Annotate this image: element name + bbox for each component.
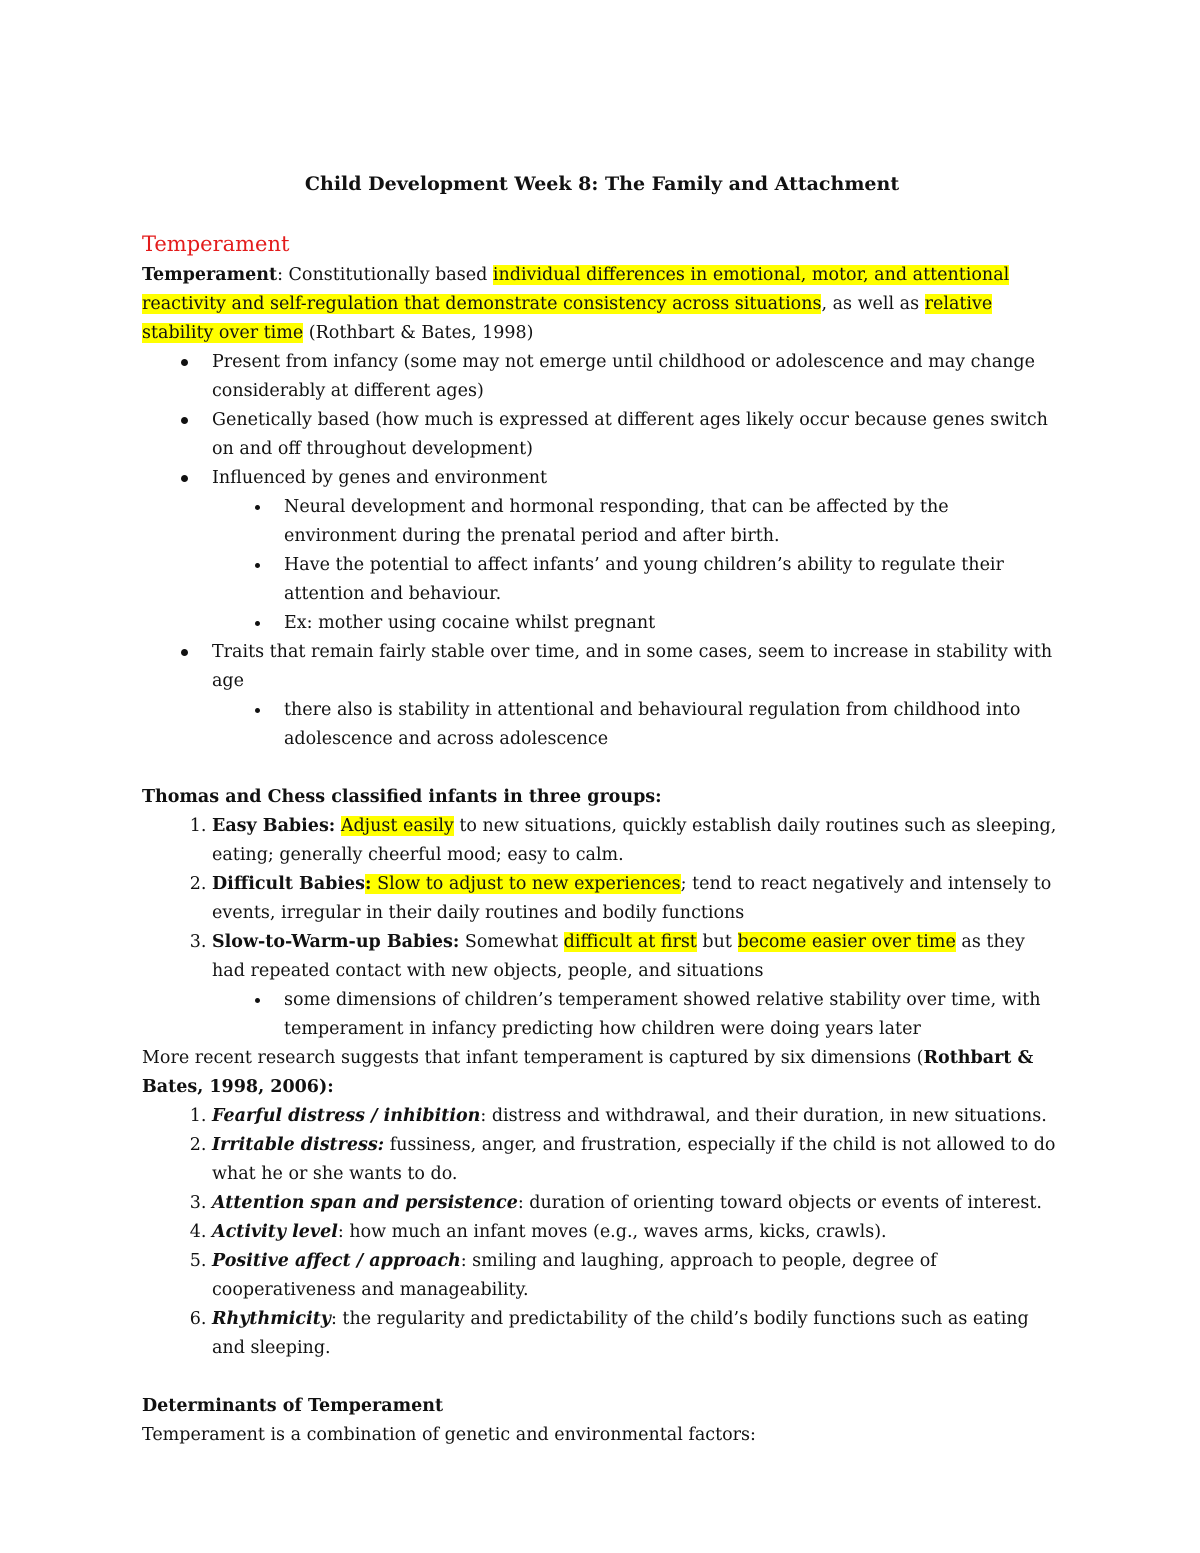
group-highlight: Slow to adjust to new experiences <box>371 874 681 894</box>
bullet-text: Influenced by genes and environment <box>212 468 548 488</box>
list-item <box>212 348 1062 406</box>
dimension-definition: fussiness, anger, and frustration, especially if the child is not allowed to do what he or she wants to do. <box>212 1135 1056 1184</box>
group-text: ; tend to react negatively and intensely to events, irregular in their daily routines and bodily functions <box>212 874 1052 923</box>
group-label: Difficult Babies <box>212 874 366 894</box>
dimension-item <box>212 1218 1062 1247</box>
sub-list-item: Have the potential to affect infants’ and young children’s ability to regulate their attention and behaviour. <box>284 551 1062 609</box>
dimension-term: Attention span and persistence <box>212 1193 518 1213</box>
definition-highlight-1: individual differences in emotional, motor, and attentional reactivity and self-regulation that demonstrate consistency across situations <box>142 265 1010 314</box>
dimension-item <box>212 1189 1062 1218</box>
bullet-text: Traits that remain fairly stable over time, and in some cases, seem to increase in stability with age <box>212 642 1053 691</box>
section-heading-temperament: Temperament <box>142 232 290 256</box>
group-label: Easy Babies: <box>212 816 336 836</box>
temperament-definition <box>142 261 1062 348</box>
dimension-item <box>212 1102 1062 1131</box>
group-highlight: Adjust easily <box>340 816 454 836</box>
bullet-text: Present from infancy (some may not emerge until childhood or adolescence and may change considerably at different ages) <box>212 352 1035 401</box>
temperament-bullet-list <box>142 348 1062 754</box>
group-easy <box>212 812 1062 870</box>
group-label: Slow-to-Warm-up Babies: <box>212 932 460 952</box>
dimension-term: Rhythmicity <box>212 1309 331 1329</box>
dimension-item <box>212 1247 1062 1305</box>
group-text: to new situations, quickly establish daily routines such as sleeping, eating; generally cheerful mood; easy to calm. <box>212 816 1057 865</box>
group-text-mid: but <box>696 932 738 952</box>
definition-term: Temperament <box>142 265 278 285</box>
dimension-definition: : distress and withdrawal, and their duration, in new situations. <box>480 1106 1047 1126</box>
list-item <box>212 406 1062 464</box>
definition-mid: , as well as <box>821 294 925 314</box>
sub-list-item: Neural development and hormonal responding, that can be affected by the environment during the prenatal period and after birth. <box>284 493 1062 551</box>
dimension-term: Fearful distress / inhibition <box>212 1106 481 1126</box>
dimension-term: Irritable distress: <box>212 1135 385 1155</box>
group-text: as they had repeated contact with new objects, people, and situations <box>212 932 1025 981</box>
recent-citation: Rothbart & Bates, 1998, 2006): <box>142 1048 1034 1097</box>
dimension-term: Activity level <box>212 1222 338 1242</box>
group-text-pre: Somewhat <box>459 932 564 952</box>
determinants-text: Temperament is a combination of genetic and environmental factors: <box>142 1425 756 1445</box>
group-highlight-2: become easier over time <box>737 932 956 952</box>
determinants-heading: Determinants of Temperament <box>142 1396 444 1416</box>
bullet-text: Genetically based (how much is expressed at different ages likely occur because genes switch on and off throughout development) <box>212 410 1048 459</box>
definition-highlight-2: relative stability over time <box>142 294 993 343</box>
dimension-item <box>212 1305 1062 1363</box>
sub-list-item: some dimensions of children’s temperament showed relative stability over time, with temperament in infancy predicting how children were doing years later <box>284 986 1062 1044</box>
sub-bullet-list <box>212 493 1062 638</box>
sub-bullet-list <box>212 696 1062 754</box>
list-item <box>212 464 1062 638</box>
dimension-definition: : smiling and laughing, approach to people, degree of cooperativeness and manageability. <box>212 1251 937 1300</box>
sub-list-item: there also is stability in attentional and behavioural regulation from childhood into adolescence and across adolescence <box>284 696 1062 754</box>
thomas-chess-heading: Thomas and Chess classified infants in three groups: <box>142 787 662 807</box>
recent-research-paragraph <box>142 1044 1062 1102</box>
dimension-definition: : the regularity and predictability of the child’s bodily functions such as eating and sleeping. <box>212 1309 1029 1358</box>
dimension-term: Positive affect / approach <box>212 1251 461 1271</box>
document-body <box>142 168 1062 1450</box>
dimension-item <box>212 1131 1062 1189</box>
group-slow-to-warm-up <box>212 928 1062 1044</box>
dimension-definition: : how much an infant moves (e.g., waves arms, kicks, crawls). <box>337 1222 887 1242</box>
page-title: Child Development Week 8: The Family and Attachment <box>304 173 900 195</box>
definition-citation: (Rothbart & Bates, 1998) <box>303 323 534 343</box>
group-label-colon: : <box>365 874 372 894</box>
sub-list-item: Ex: mother using cocaine whilst pregnant <box>284 609 1062 638</box>
group-difficult <box>212 870 1062 928</box>
recent-text: More recent research suggests that infant temperament is captured by six dimensions ( <box>142 1048 924 1068</box>
sub-bullet-list <box>212 986 1062 1044</box>
dimension-definition: : duration of orienting toward objects or events of interest. <box>517 1193 1042 1213</box>
dimensions-list <box>142 1102 1062 1363</box>
group-highlight-1: difficult at first <box>563 932 697 952</box>
infant-groups-list <box>142 812 1062 1044</box>
definition-colon: : Constitutionally based <box>277 265 493 285</box>
list-item <box>212 638 1062 754</box>
